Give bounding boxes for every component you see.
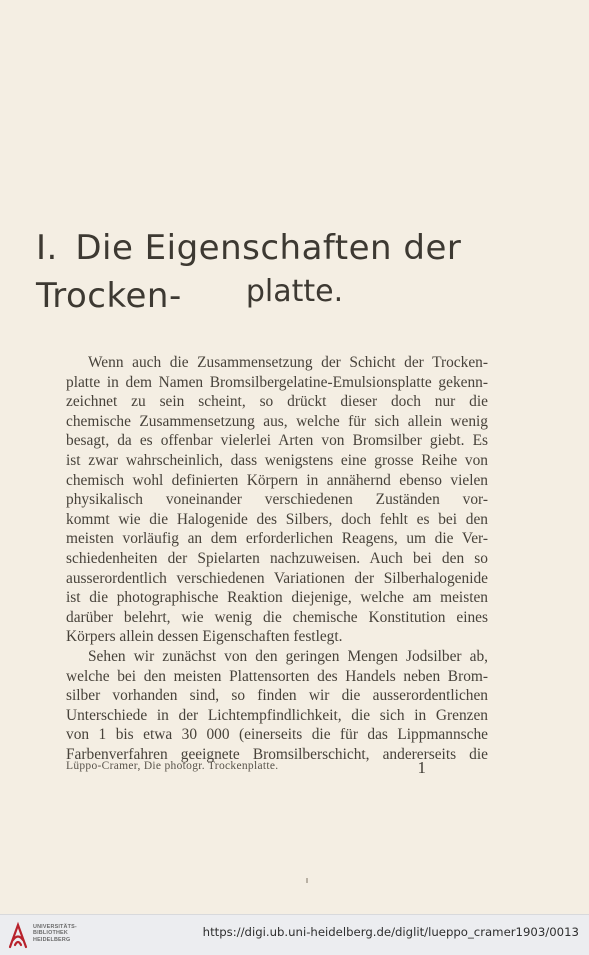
source-url-link[interactable]: https://digi.ub.uni-heidelberg.de/diglit/lueppo_cramer1903/0013 [202, 925, 579, 939]
text-line: Unterschiede in der Lichtempfindlichkeit, die sich in Grenzen [66, 706, 488, 724]
text-line: welche bei den meisten Plattensorten des Handels neben Brom- [66, 667, 488, 685]
text-line: schiedenheiten der Spielarten nachzuweisen. Auch bei den so [66, 549, 488, 567]
chapter-title-line2: platte. [245, 274, 344, 309]
text-line: zeichnet zu sein scheint, so drückt dieser doch nur die [66, 393, 488, 411]
text-line: chemisch wohl definierten Körpern in annähernd ebenso vielen [66, 471, 488, 489]
text-line: darüber belehrt, wie wenig die chemische Konstitution eines [66, 608, 488, 626]
text-line: Wenn auch die Zusammensetzung der Schicht der Trocken- [88, 354, 488, 371]
text-line: Sehen wir zunächst von den geringen Mengen Jodsilber ab, [88, 647, 488, 665]
body-text [66, 353, 488, 764]
chapter-number: I. [36, 228, 58, 268]
text-line: silber vorhanden sind, so finden wir die ausserordentlichen [66, 687, 488, 705]
text-line: physikalisch voneinander verschiedenen Zuständen vor- [66, 491, 488, 509]
text-line: Körpers allein dessen Eigenschaften festlegt. [66, 628, 343, 646]
text-line: kommt wie die Halogenide des Silbers, doch fehlt es bei den [66, 510, 488, 528]
text-line: meisten vorläufig an dem erforderlichen Reagens, um die Ver- [66, 530, 488, 548]
text-line: ausserordentlich verschiedenen Variationen der Silberhalogenide [66, 569, 488, 587]
viewer-bar [0, 914, 589, 955]
text-line: ist zwar wahrscheinlich, dass wenigstens eine grosse Reihe von [66, 451, 488, 469]
library-logo-text: UNIVERSITÄTS- BIBLIOTHEK HEIDELBERG [33, 924, 77, 943]
text-line: ist die photographische Reaktion diejenige, welche am meisten [66, 589, 488, 607]
text-line: besagt, da es offenbar vielerlei Arten von Bromsilber giebt. Es [66, 432, 488, 450]
signature-mark: 1 [417, 758, 426, 777]
text-line: Farbenverfahren geeignete Bromsilberschicht, andererseits die [66, 745, 488, 763]
paper-speck [306, 878, 308, 883]
footer-reference: Lüppo-Cramer, Die photogr. Trockenplatte. [66, 760, 279, 772]
page-footer [66, 760, 488, 782]
text-line: platte in dem Namen Bromsilbergelatine-Emulsionsplatte gekenn- [66, 373, 488, 391]
library-logo-icon [6, 921, 30, 949]
library-logo[interactable] [6, 920, 96, 950]
text-line: von 1 bis etwa 30 000 (einerseits die für das Lippmannsche [66, 726, 488, 744]
text-line: chemische Zusammensetzung aus, welche für sich allein wenig [66, 412, 488, 430]
chapter-title-line1: Die Eigenschaften der Trocken- [36, 228, 462, 316]
